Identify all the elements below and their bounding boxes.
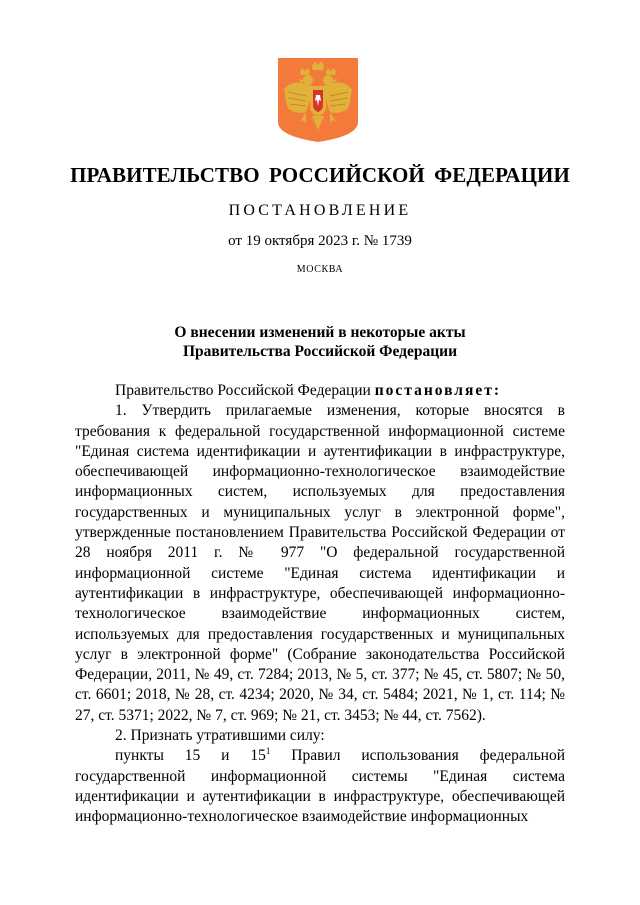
intro-text: Правительство Российской Федерации (115, 382, 375, 399)
subject-line-1: О внесении изменений в некоторые акты (174, 324, 466, 341)
superscript-index: 1 (265, 746, 271, 757)
paragraph-3 (75, 746, 565, 827)
document-subject (0, 323, 640, 361)
document-type: ПОСТАНОВЛЕНИЕ (228, 202, 412, 219)
document-city: МОСКВА (296, 264, 344, 275)
paragraph-2: 2. Признать утратившими силу: (115, 727, 325, 745)
coat-of-arms-icon (276, 56, 360, 144)
paragraph-1: 1. Утвердить прилагаемые изменения, которые вносятся в требования к федеральной государственной информационной системе "Единая система идентификации и аутентификации в инфраструктуре, обеспечивающей информационно-технологическое взаимодействие информационных систем, используемых для предоставления государственных и муниципальных услуг в электронной форме", утвержденные постановлением Правительства Российской Федерации от 28 ноября 2011 г. № 977 "О федеральной государственной информационной системе "Единая система идентификации и аутентификации в инфраструктуре, обеспечивающей информационно-технологическое взаимодействие информационных систем, используемых для предоставления государственных и муниципальных услуг в электронной форме" (Собрание законодательства Российской Федерации, 2011, № 49, ст. 7284; 2013, № 5, ст. 377; № 45, ст. 5807; № 50, ст. 6601; 2018, № 28, ст. 4234; 2020, № 34, ст. 5484; 2021, № 1, ст. 114; № 27, ст. 5371; 2022, № 7, ст. 969; № 21, ст. 3453; № 44, ст. 7562). (75, 402, 565, 724)
document-body (75, 381, 565, 828)
intro-paragraph (75, 381, 565, 401)
paragraph-3-rest: Правил использования федеральной государственной информационной системы "Единая система идентификации и аутентификации в инфраструктуре, обеспечивающей информационно-технологическое взаимодействие информационных (75, 747, 565, 826)
resolves-word: постановляет: (374, 382, 502, 399)
subject-line-2: Правительства Российской Федерации (182, 343, 458, 360)
document-date-number: от 19 октября 2023 г. № 1739 (228, 233, 412, 249)
paragraph-3-start: пункты 15 и 15 (115, 747, 266, 765)
government-title: ПРАВИТЕЛЬСТВО РОССИЙСКОЙ ФЕДЕРАЦИИ (70, 163, 570, 187)
